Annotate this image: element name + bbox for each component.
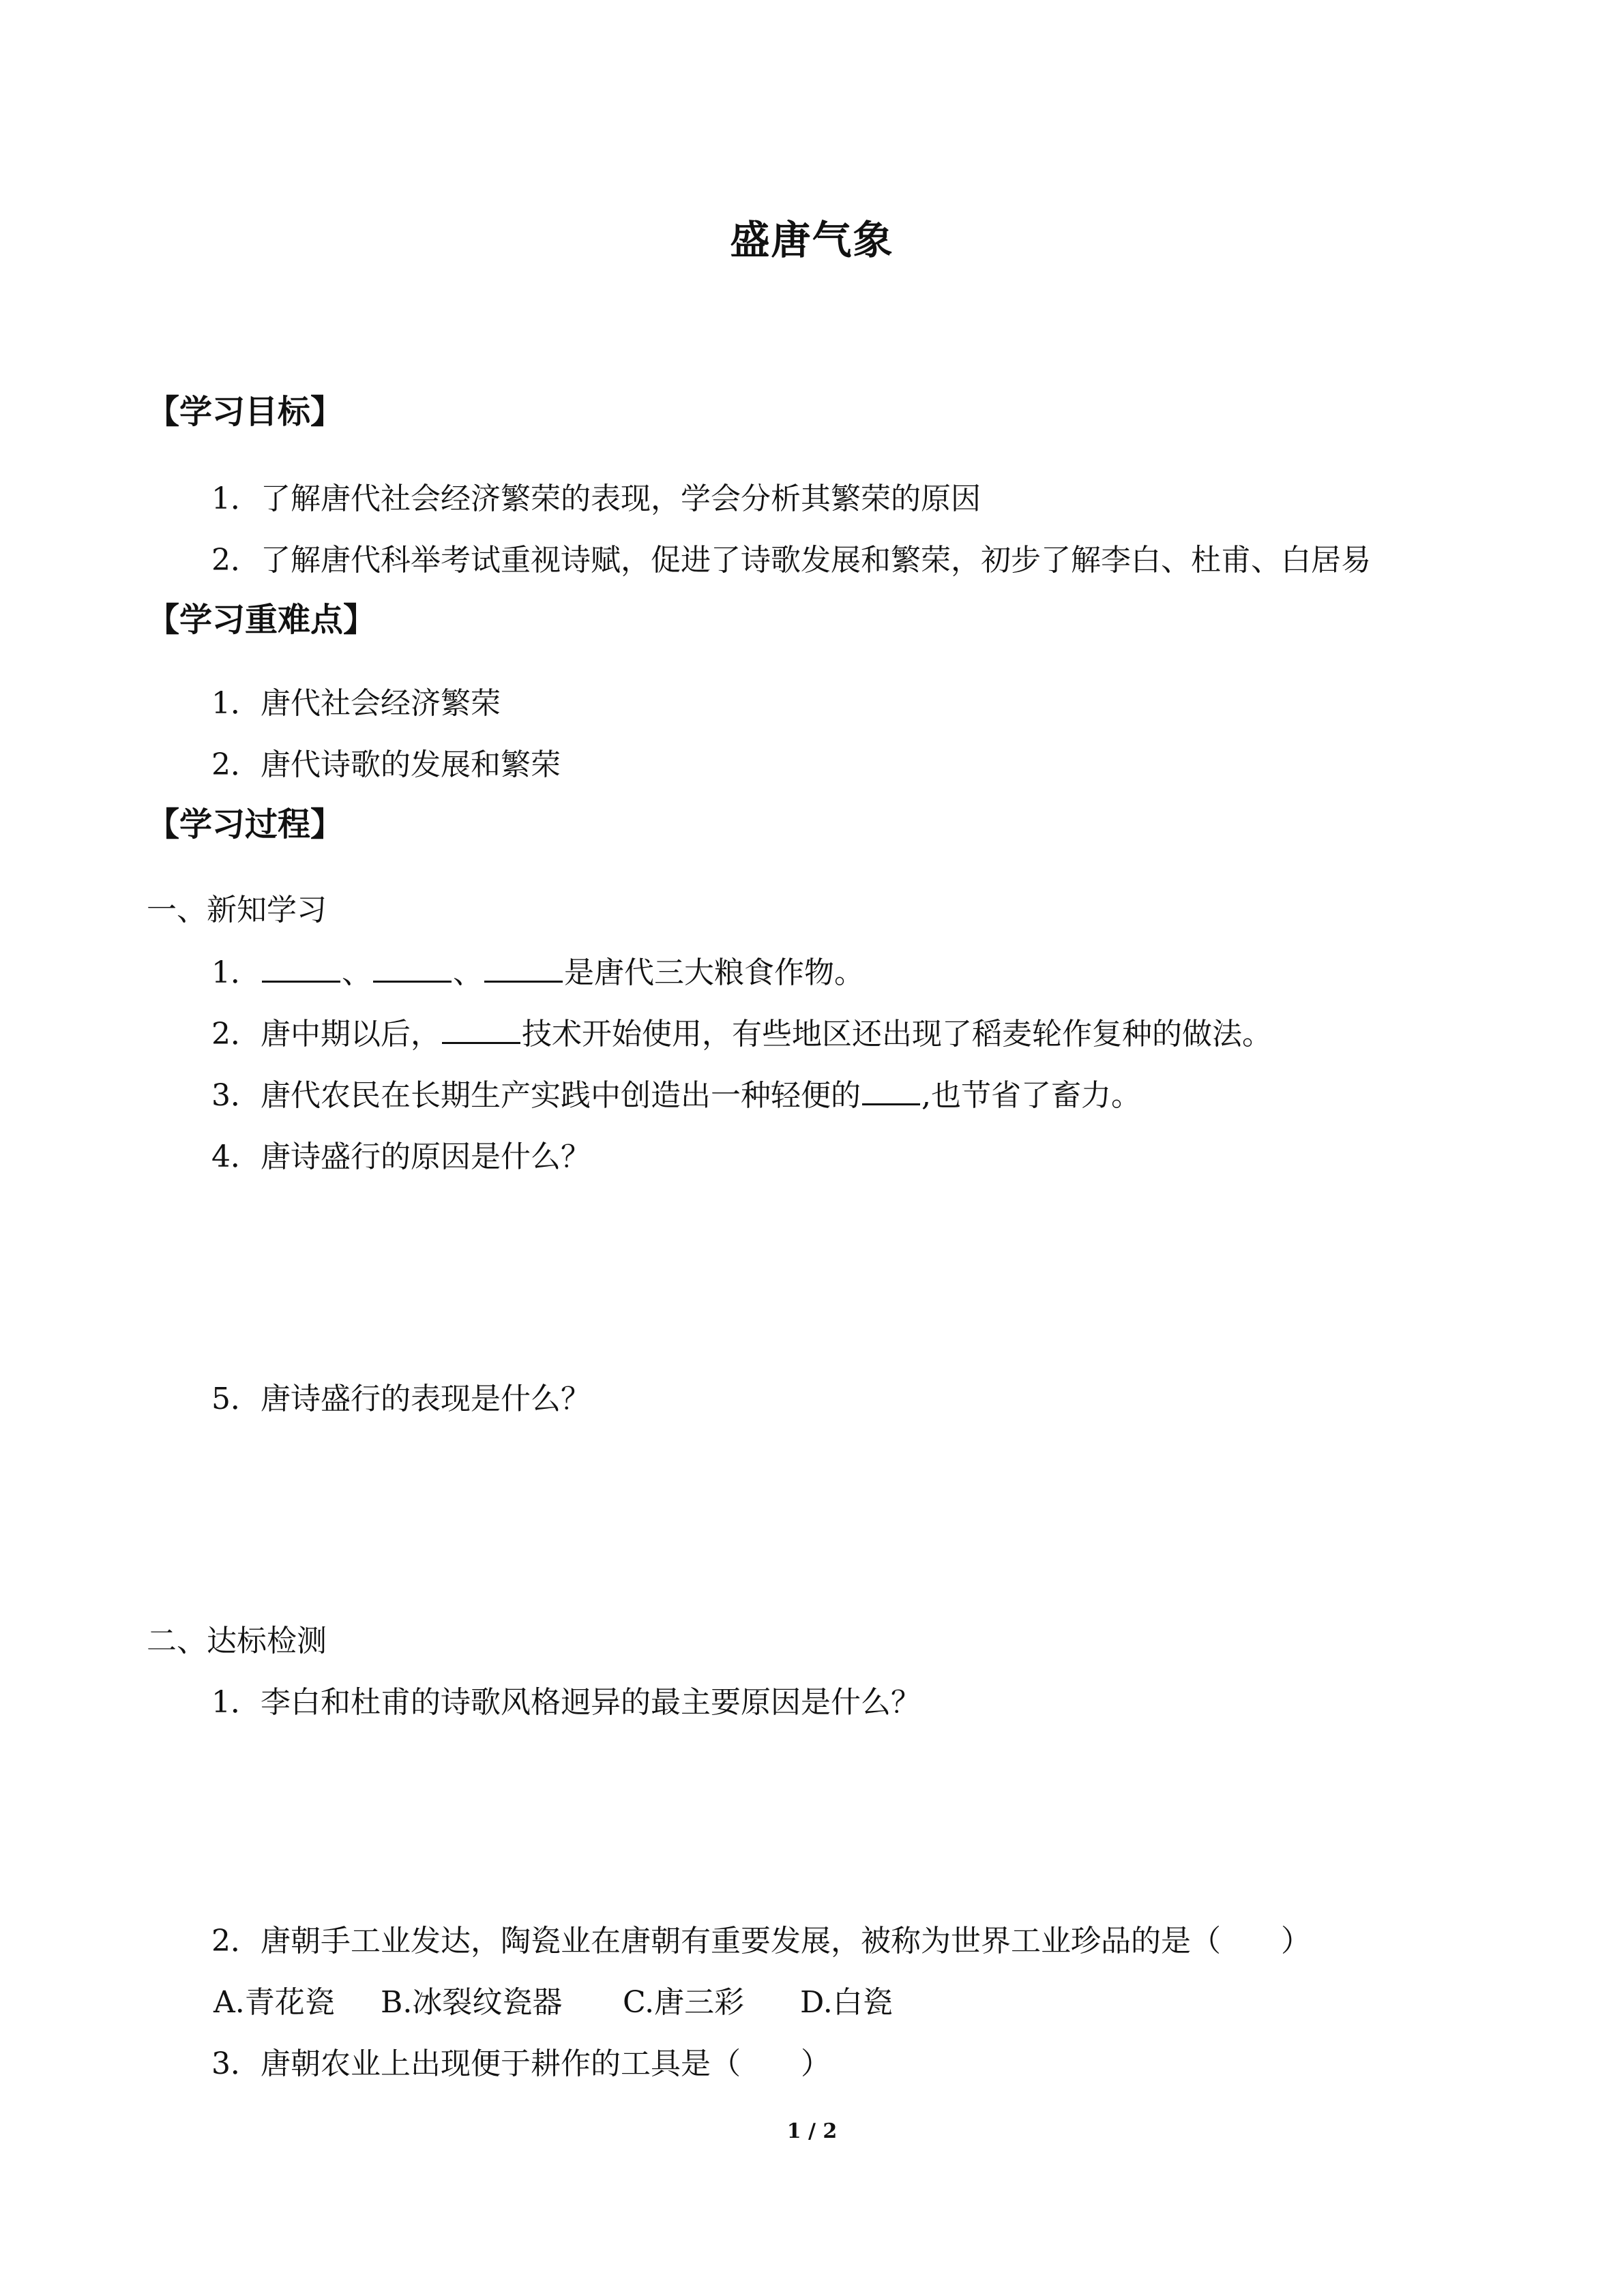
q2-text-head: 2．唐中期以后， <box>211 1017 441 1052</box>
assessment-section-title: 二、达标检测 <box>147 1624 327 1658</box>
key-point-item-1: 1．唐代社会经济繁荣 <box>211 686 501 721</box>
option-c[interactable]: C.唐三彩 <box>623 1985 745 2020</box>
process-heading: 【学习过程】 <box>147 805 344 844</box>
option-a[interactable]: A.青花瓷 <box>213 1985 335 2020</box>
assessment-q2-options <box>213 1978 893 2021</box>
new-learning-q4: 4．唐诗盛行的原因是什么？ <box>211 1139 591 1174</box>
objective-item-2: 2．了解唐代科举考试重视诗赋，促进了诗歌发展和繁荣，初步了解李白、杜甫、白居易 <box>211 543 1371 578</box>
page-number: 1 / 2 <box>786 2119 838 2143</box>
option-d[interactable]: D.白瓷 <box>800 1985 893 2020</box>
q1-separator: 、 <box>453 955 483 990</box>
new-learning-q2 <box>211 1009 1272 1053</box>
objective-item-1: 1．了解唐代社会经济繁荣的表现，学会分析其繁荣的原因 <box>211 481 981 516</box>
key-points-heading: 【学习重难点】 <box>147 601 377 639</box>
new-learning-q1 <box>211 948 864 992</box>
new-learning-q5: 5．唐诗盛行的表现是什么？ <box>211 1382 591 1416</box>
key-point-item-2: 2．唐代诗歌的发展和繁荣 <box>211 747 561 782</box>
option-b[interactable]: B.冰裂纹瓷器 <box>381 1985 563 2020</box>
new-learning-section-title: 一、新知学习 <box>147 893 327 927</box>
assessment-q3: 3．唐朝农业上出现便于耕作的工具是（ ） <box>211 2046 831 2081</box>
new-learning-q3 <box>211 1071 1141 1114</box>
objectives-heading: 【学习目标】 <box>147 393 344 431</box>
fill-blank[interactable] <box>484 953 563 983</box>
q1-text: 是唐代三大粮食作物。 <box>564 955 864 990</box>
q3-text-head: 3．唐代农民在长期生产实践中创造出一种轻便的 <box>211 1078 861 1113</box>
assessment-q2: 2．唐朝手工业发达，陶瓷业在唐朝有重要发展，被称为世界工业珍品的是（ ） <box>211 1924 1311 1958</box>
page-title: 盛唐气象 <box>730 217 894 263</box>
fill-blank[interactable] <box>862 1076 920 1105</box>
q1-separator: 、 <box>342 955 372 990</box>
q3-text-tail: ,也节省了畜力。 <box>921 1078 1141 1113</box>
fill-blank[interactable] <box>262 953 340 983</box>
q2-text-tail: 技术开始使用，有些地区还出现了稻麦轮作复种的做法。 <box>522 1017 1272 1052</box>
fill-blank[interactable] <box>442 1015 520 1044</box>
q1-number: 1． <box>211 955 261 990</box>
assessment-q1: 1．李白和杜甫的诗歌风格迥异的最主要原因是什么？ <box>211 1685 921 1720</box>
fill-blank[interactable] <box>373 953 452 983</box>
